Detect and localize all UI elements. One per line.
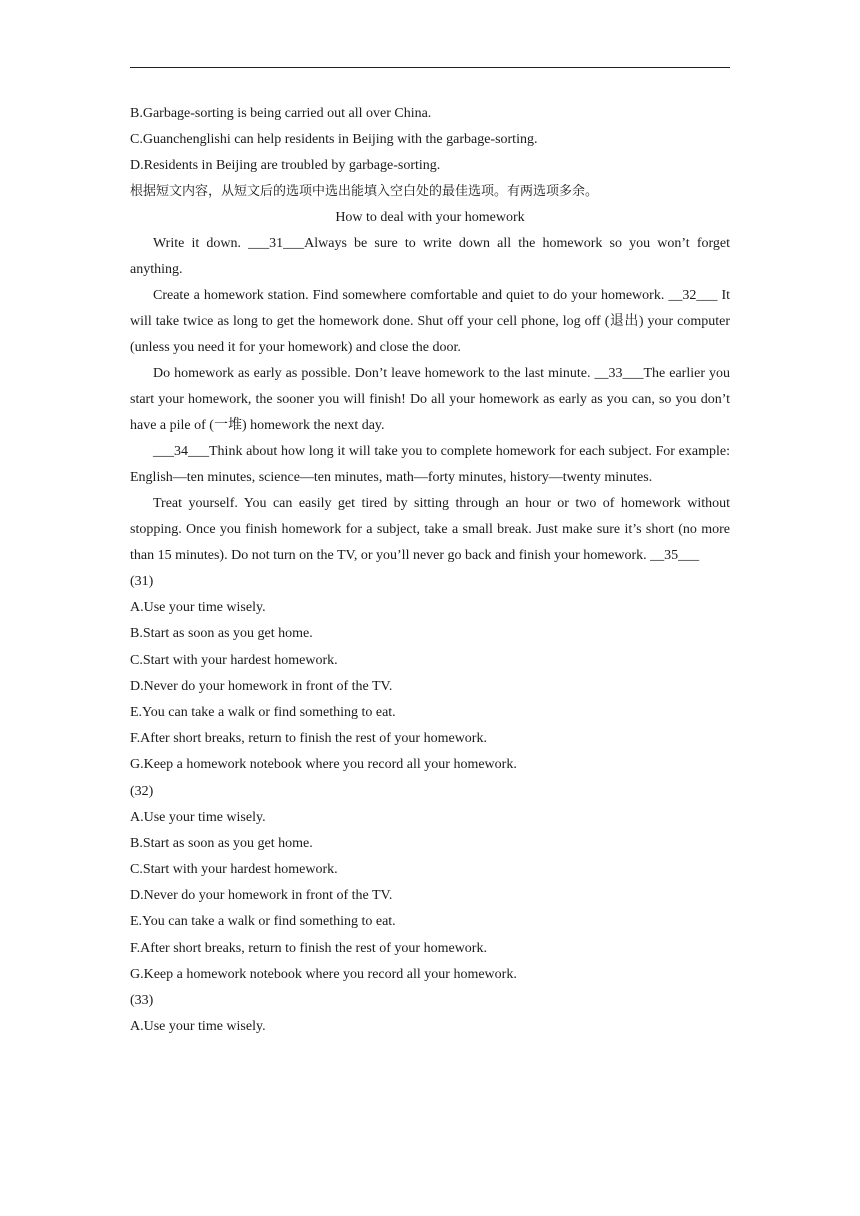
option-b: B.Start as soon as you get home. (130, 835, 313, 851)
option-d: D.Never do your homework in front of the TV. (130, 888, 393, 904)
option-d: D.Never do your homework in front of the TV. (130, 678, 393, 694)
option-c: C.Start with your hardest homework. (130, 652, 338, 668)
question-number: (32) (130, 783, 154, 799)
option-g: G.Keep a homework notebook where you record all your homework. (130, 966, 517, 982)
question-number: (33) (130, 993, 154, 1008)
prev-option-d: D.Residents in Beijing are troubled by garbage-sorting. (130, 158, 441, 173)
passage-title: How to deal with your homework (335, 210, 525, 225)
prev-option-b: B.Garbage-sorting is being carried out all over China. (130, 106, 432, 121)
question-32 (130, 779, 730, 989)
paragraph-1: Write it down. ___31___Always be sure to write down all the homework so you won’t forget anything. (130, 236, 730, 277)
option-a: A.Use your time wisely. (130, 1019, 266, 1035)
document-body (130, 101, 730, 1040)
header-rule (130, 67, 730, 68)
instruction: 根据短文内容，从短文后的选项中选出能填入空白处的最佳选项。有两选项多余。 (130, 184, 599, 199)
question-33 (130, 988, 730, 1040)
paragraph-5: Treat yourself. You can easily get tired by sitting through an hour or two of homework without stopping. Once you finish homework for a subject, take a small break. Just make sure it’s short (no more than 15 minutes). Do not turn on the TV, or you’ll never go back and finish your homework. __35___ (130, 496, 730, 563)
prev-option-c: C.Guanchenglishi can help residents in Beijing with the garbage-sorting. (130, 132, 538, 147)
paragraph-3: Do homework as early as possible. Don’t leave homework to the last minute. __33___The earlier you start your homework, the sooner you will finish! Do all your homework as early as you can, so you don’t have a pile of (一堆) homework the next day. (130, 366, 730, 433)
question-number: (31) (130, 574, 154, 589)
option-e: E.You can take a walk or find something to eat. (130, 914, 396, 930)
paragraph-2: Create a homework station. Find somewhere comfortable and quiet to do your homework. __32___ It will take twice as long to get the homework done. Shut off your cell phone, log off (退出) your computer (unless you need it for your homework) and close the door. (130, 288, 730, 355)
question-31 (130, 569, 730, 779)
option-f: F.After short breaks, return to finish the rest of your homework. (130, 940, 487, 956)
option-a: A.Use your time wisely. (130, 809, 266, 825)
option-g: G.Keep a homework notebook where you record all your homework. (130, 757, 517, 773)
option-a: A.Use your time wisely. (130, 600, 266, 616)
option-e: E.You can take a walk or find something to eat. (130, 704, 396, 720)
option-b: B.Start as soon as you get home. (130, 626, 313, 642)
option-c: C.Start with your hardest homework. (130, 862, 338, 878)
option-f: F.After short breaks, return to finish the rest of your homework. (130, 731, 487, 747)
paragraph-4: ___34___Think about how long it will take you to complete homework for each subject. For example: English—ten minutes, science—ten minutes, math—forty minutes, history—twenty minutes. (130, 444, 730, 485)
